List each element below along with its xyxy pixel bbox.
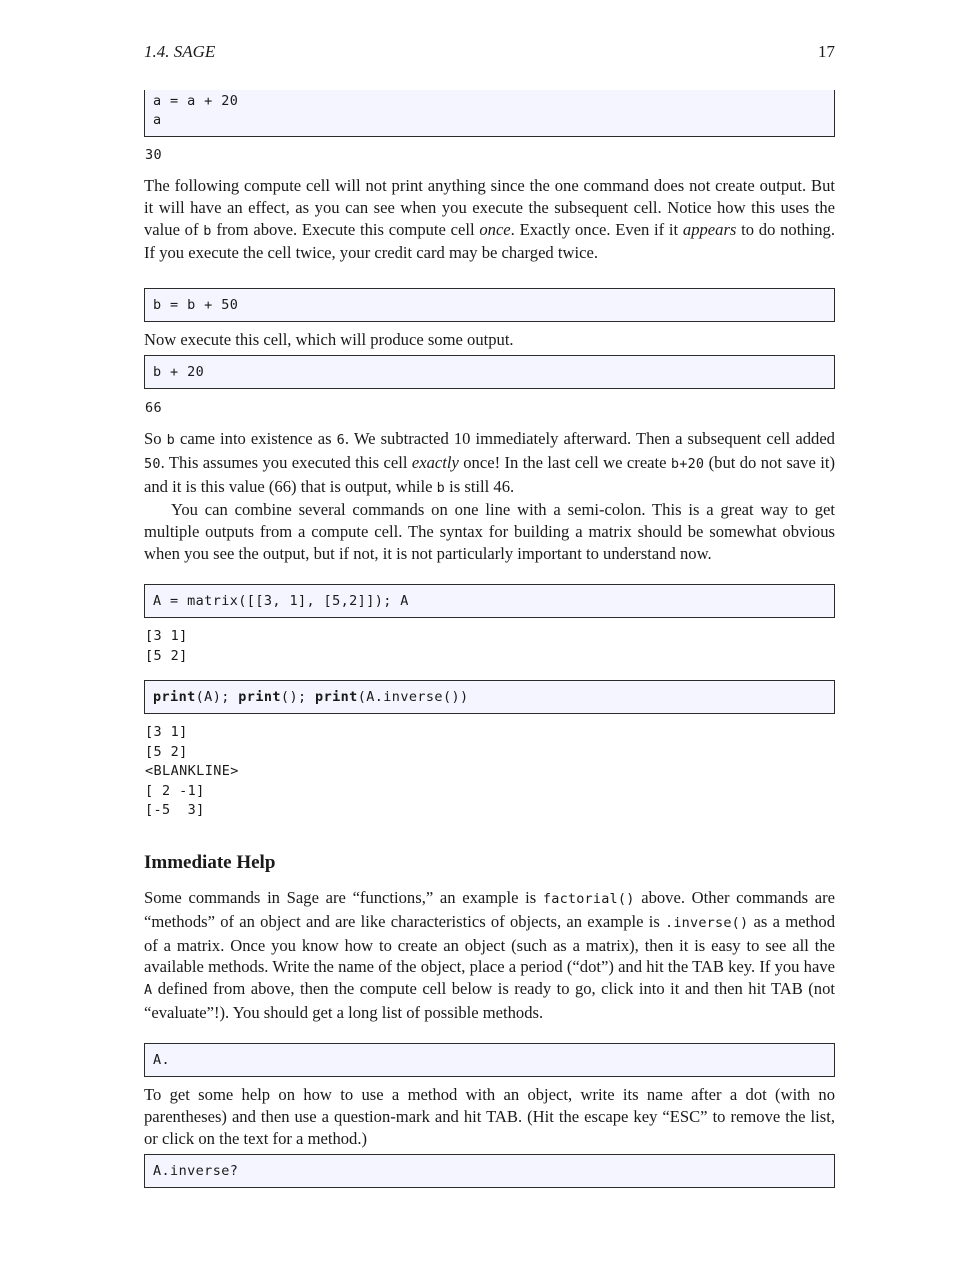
section-title: Immediate Help (144, 852, 276, 873)
paragraph: So b came into existence as 6. We subtracted 10 immediately afterward. Then a subsequent cell added 50. This assumes you executed this cell exactly once! In the last cell we create b+20 (but do not save it) and it is this value (66) that is output, while b is still 46. You can combine several commands on one line with a semi-colon. This is a great way to get multiple outputs from a compute cell. The syntax for building a matrix should be somewhat obvious when you see the output, but if not, it is not particularly important to understand now. (144, 429, 835, 563)
code-line: a (153, 112, 162, 128)
paragraph: To get some help on how to use a method with an object, write its name after a dot (with no parentheses) and then use a question-mark and hit TAB. (Hit the escape key “ESC” to remove the list, or click on the text for a method.) (144, 1085, 835, 1148)
paragraph: Some commands in Sage are “functions,” an example is factorial() above. Other commands are “methods” of an object and are like characteristics of objects, an example is .inverse() as a method of a matrix. Once you know how to create an object (such as a matrix), then it is easy to see all the available methods. Write the name of the object, place a period (“dot”) and hit the TAB key. If you have A defined from above, then the compute cell below is ready to go, click into it and then hit TAB (not “evaluate”!). You should get a long list of possible methods. (144, 888, 835, 1022)
running-header (144, 42, 835, 64)
paragraph: The following compute cell will not print anything since the one command does not create output. But it will have an effect, as you can see when you execute the subsequent cell. Notice how this uses the value of b from above. Execute this compute cell once. Exactly once. Even if it appears to do nothing. If you execute the cell twice, your credit card may be charged twice. (144, 176, 835, 263)
code-line: a = a + 20 (153, 93, 239, 109)
cell-output: [3 1] [5 2] <BLANKLINE> [ 2 -1] [-5 3] (145, 724, 239, 818)
cell-output: [3 1] [5 2] (145, 628, 188, 664)
compute-cell-matrix[interactable]: A = matrix([[3, 1], [5,2]]); A (144, 584, 835, 618)
compute-cell-a-dot[interactable]: A. (144, 1043, 835, 1077)
page-number: 17 (818, 42, 835, 61)
compute-cell-b-update[interactable]: b = b + 50 (144, 288, 835, 322)
paragraph: Now execute this cell, which will produce some output. (144, 330, 514, 349)
cell-output: 30 (145, 147, 163, 163)
compute-cell-b-plus-20[interactable]: b + 20 (144, 355, 835, 389)
section-heading: 1.4. SAGE (144, 42, 216, 61)
compute-cell-a-update[interactable] (144, 90, 835, 137)
compute-cell-print[interactable]: print(A); print(); print(A.inverse()) (144, 680, 835, 714)
cell-output: 66 (145, 400, 163, 416)
compute-cell-inverse-help[interactable]: A.inverse? (144, 1154, 835, 1188)
paragraph: You can combine several commands on one line with a semi-colon. This is a great way to get multiple outputs from a compute cell. The syntax for building a matrix should be somewhat obvious when you see the output, but if not, it is not particularly important to understand now. (144, 500, 835, 563)
